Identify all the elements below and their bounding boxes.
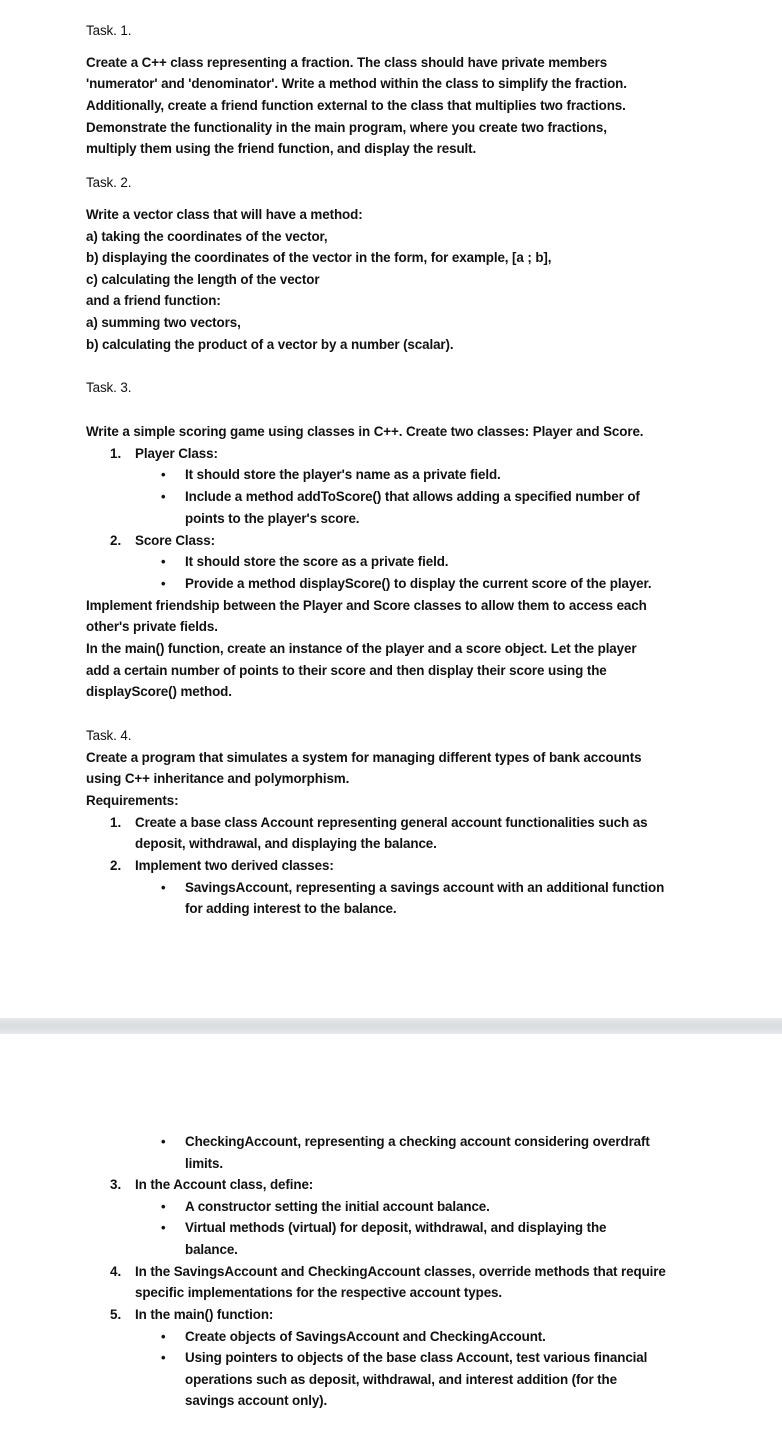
task4-req4-cont: specific implementations for the respective account types. xyxy=(135,1285,503,1300)
task3-outro-line: other's private fields. xyxy=(86,619,218,634)
task4-req3: In the Account class, define: xyxy=(135,1177,314,1192)
task4-req1: Create a base class Account representing general account functionalities such as xyxy=(135,815,648,830)
task3-outro-line: displayScore() method. xyxy=(86,684,232,699)
task3-intro: Write a simple scoring game using classes in C++. Create two classes: Player and Score. xyxy=(86,424,644,439)
task4-req2-bullet-cont: limits. xyxy=(185,1156,223,1171)
bullet-icon: • xyxy=(161,554,166,569)
list-number: 2. xyxy=(110,533,122,548)
task4-req4: In the SavingsAccount and CheckingAccount classes, override methods that require xyxy=(135,1264,666,1279)
bullet-icon: • xyxy=(161,1134,166,1149)
task1-heading: Task. 1. xyxy=(86,23,132,38)
task3-outro-line: In the main() function, create an instance of the player and a score object. Let the player xyxy=(86,641,637,656)
task3-item1-label: Player Class: xyxy=(135,446,218,461)
bullet-icon: • xyxy=(161,1199,166,1214)
page-separator xyxy=(0,1018,782,1034)
task4-req5-bullet: Using pointers to objects of the base class Account, test various financial xyxy=(185,1350,648,1365)
task3-outro-line: Implement friendship between the Player and Score classes to allow them to access each xyxy=(86,598,647,613)
bullet-icon: • xyxy=(161,467,166,482)
task2-line: a) summing two vectors, xyxy=(86,315,241,330)
task4-req2: Implement two derived classes: xyxy=(135,858,334,873)
task4-req5: In the main() function: xyxy=(135,1307,274,1322)
task1-line: Demonstrate the functionality in the main program, where you create two fractions, xyxy=(86,120,607,135)
task4-intro-line: Create a program that simulates a system for managing different types of bank accounts xyxy=(86,750,642,765)
task1-line: Additionally, create a friend function external to the class that multiplies two fractions. xyxy=(86,98,626,113)
bullet-icon: • xyxy=(161,1350,166,1365)
task4-req3-bullet-cont: balance. xyxy=(185,1242,238,1257)
task4-requirements: Requirements: xyxy=(86,793,179,808)
bullet-icon: • xyxy=(161,880,166,895)
task1-line: 'numerator' and 'denominator'. Write a method within the class to simplify the fraction. xyxy=(86,76,627,91)
task4-heading: Task. 4. xyxy=(86,728,132,743)
bullet-icon: • xyxy=(161,1220,166,1235)
list-number: 2. xyxy=(110,858,122,873)
list-number: 1. xyxy=(110,815,122,830)
list-number: 3. xyxy=(110,1177,122,1192)
task3-item2-label: Score Class: xyxy=(135,533,215,548)
list-number: 4. xyxy=(110,1264,122,1279)
task3-item1-bullet-cont: points to the player's score. xyxy=(185,511,360,526)
bullet-icon: • xyxy=(161,576,166,591)
task3-heading: Task. 3. xyxy=(86,380,132,395)
task4-req5-bullet-cont: savings account only). xyxy=(185,1393,328,1408)
task2-line: Write a vector class that will have a method: xyxy=(86,207,363,222)
task2-line: and a friend function: xyxy=(86,293,221,308)
task3-outro-line: add a certain number of points to their score and then display their score using the xyxy=(86,663,607,678)
task2-line: a) taking the coordinates of the vector, xyxy=(86,229,328,244)
bullet-icon: • xyxy=(161,489,166,504)
task1-line: multiply them using the friend function, and display the result. xyxy=(86,141,477,156)
task4-req2-bullet-cont: for adding interest to the balance. xyxy=(185,901,397,916)
task2-heading: Task. 2. xyxy=(86,175,132,190)
task4-req5-bullet: Create objects of SavingsAccount and CheckingAccount. xyxy=(185,1329,546,1344)
task3-item2-bullet: Provide a method displayScore() to display the current score of the player. xyxy=(185,576,652,591)
task4-req2-bullet: CheckingAccount, representing a checking account considering overdraft xyxy=(185,1134,650,1149)
list-number: 1. xyxy=(110,446,122,461)
task3-item1-bullet: Include a method addToScore() that allows adding a specified number of xyxy=(185,489,640,504)
task4-intro-line: using C++ inheritance and polymorphism. xyxy=(86,771,350,786)
task2-line: c) calculating the length of the vector xyxy=(86,272,320,287)
task4-req3-bullet: Virtual methods (virtual) for deposit, withdrawal, and displaying the xyxy=(185,1220,607,1235)
task3-item2-bullet: It should store the score as a private field. xyxy=(185,554,449,569)
task4-req2-bullet: SavingsAccount, representing a savings account with an additional function xyxy=(185,880,665,895)
task3-item1-bullet: It should store the player's name as a private field. xyxy=(185,467,501,482)
task4-req3-bullet: A constructor setting the initial account balance. xyxy=(185,1199,490,1214)
task2-line: b) calculating the product of a vector by a number (scalar). xyxy=(86,337,454,352)
task1-line: Create a C++ class representing a fraction. The class should have private members xyxy=(86,55,608,70)
task4-req5-bullet-cont: operations such as deposit, withdrawal, and interest addition (for the xyxy=(185,1372,617,1387)
task2-line: b) displaying the coordinates of the vector in the form, for example, [a ; b], xyxy=(86,250,552,265)
list-number: 5. xyxy=(110,1307,122,1322)
bullet-icon: • xyxy=(161,1329,166,1344)
task4-req1-cont: deposit, withdrawal, and displaying the balance. xyxy=(135,836,437,851)
